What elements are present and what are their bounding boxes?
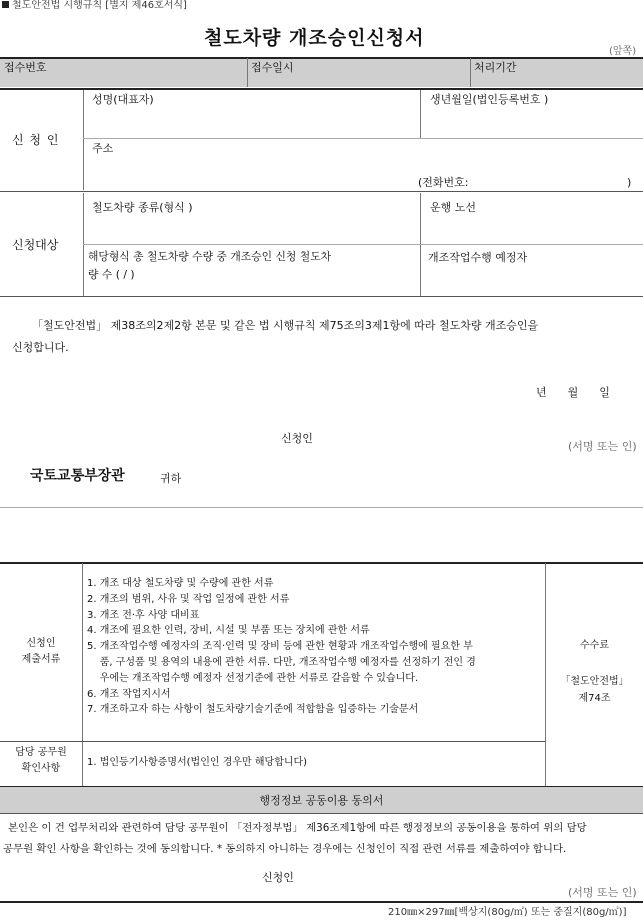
official-label-line-2: 확인사항 bbox=[21, 763, 61, 774]
consent-signature-field[interactable]: (서명 또는 인) bbox=[568, 886, 637, 899]
statement-bottom-divider bbox=[0, 507, 643, 508]
documents-item: 6. 개조 작업지시서 bbox=[87, 688, 171, 700]
documents-top-border bbox=[0, 562, 643, 564]
vehicle-type-field[interactable]: 철도차량 종류(형식 ) bbox=[92, 201, 193, 214]
documents-label-divider bbox=[82, 563, 83, 786]
consent-bottom-border bbox=[0, 901, 643, 903]
vehicle-count-field[interactable]: 량 수 ( / ) bbox=[88, 268, 135, 281]
documents-label-line-1: 신청인 bbox=[26, 638, 56, 649]
addressee: 국토교통부장관 bbox=[30, 468, 125, 484]
consent-title: 행정정보 공동이용 동의서 bbox=[259, 794, 384, 807]
consent-line-2: 공무원 확인 사항을 확인하는 것에 동의합니다. * 동의하지 아니하는 경우에는 신청인이 직접 관련 서류를 제출하여야 합니다. bbox=[3, 843, 567, 855]
documents-item: 1. 개조 대상 철도차량 및 수량에 관한 서류 bbox=[87, 578, 274, 589]
documents-list bbox=[87, 576, 476, 718]
applicant-phone-field[interactable]: (전화번호: bbox=[418, 176, 469, 189]
documents-label bbox=[0, 636, 82, 668]
consent-paragraph bbox=[3, 818, 587, 860]
documents-item: 7. 개조하고자 하는 사항이 철도차량기술기준에 적합함을 입증하는 기술문서 bbox=[87, 704, 419, 716]
statement-paragraph bbox=[12, 315, 642, 359]
fee-law: 「철도안전법」 bbox=[560, 676, 629, 687]
statement-signature-field[interactable]: (서명 또는 인) bbox=[568, 440, 637, 453]
target-bottom-border bbox=[0, 296, 643, 297]
documents-item: 5. 개조작업수행 예정자의 조직·인력 및 장비 등에 관한 현황과 개조작업수행에 필요한 부 bbox=[87, 641, 473, 653]
page-note: (앞쪽) bbox=[609, 46, 637, 57]
target-section-label: 신청대상 bbox=[12, 238, 59, 252]
receipt-divider-1 bbox=[247, 58, 248, 87]
vehicle-count-line-1: 해당형식 총 철도차량 수량 중 개조승인 신청 철도차 bbox=[88, 250, 332, 263]
receipt-bottom-border bbox=[0, 88, 643, 90]
statement-line-2: 신청합니다. bbox=[12, 341, 69, 354]
documents-label-line-2: 제출서류 bbox=[21, 654, 61, 665]
statement-line-1: 「철도안전법」 제38조의2제2항 본문 및 같은 법 시행규칙 제75조의3제1항에 따라 철도차량 개조승인을 bbox=[32, 319, 539, 332]
documents-item: 4. 개조에 필요한 인력, 장비, 시설 및 부품 또는 장치에 관한 서류 bbox=[87, 625, 370, 637]
modification-executor-field[interactable]: 개조작업수행 예정자 bbox=[428, 251, 528, 264]
documents-item: 품, 구성품 및 용역의 내용에 관한 서류. 다만, 개조작업수행 예정자를 선정하기 전인 경 bbox=[87, 656, 476, 668]
processing-period-label: 처리기간 bbox=[474, 61, 517, 74]
operation-route-field[interactable]: 운행 노선 bbox=[430, 201, 477, 214]
receipt-number-label: 접수번호 bbox=[4, 61, 47, 74]
official-item: 1. 법인등기사항증명서(법인인 경우만 해당합니다) bbox=[87, 757, 308, 768]
official-label-line-1: 담당 공무원 bbox=[15, 747, 67, 758]
official-top-border bbox=[0, 741, 545, 742]
applicant-birth-field[interactable]: 생년월일(법인등록번호 ) bbox=[430, 93, 549, 106]
applicant-name-divider bbox=[420, 90, 421, 138]
consent-title-border bbox=[0, 813, 643, 814]
receipt-row-background bbox=[0, 58, 643, 87]
fee-article: 제74조 bbox=[578, 693, 611, 704]
applicant-label-divider bbox=[83, 90, 84, 190]
target-row-divider bbox=[83, 244, 643, 245]
applicant-address-field[interactable]: 주소 bbox=[92, 142, 114, 155]
form-reference bbox=[2, 0, 187, 12]
consent-line-1: 본인은 이 건 업무처리와 관련하여 담당 공무원이 「전자정부법」 제36조제1항에 따른 행정정보의 공동이용을 통하여 위의 담당 bbox=[8, 822, 587, 834]
fee-divider bbox=[545, 563, 546, 786]
top-border bbox=[0, 57, 643, 59]
receipt-date-label: 접수일시 bbox=[251, 61, 294, 74]
applicant-name-field[interactable]: 성명(대표자) bbox=[92, 93, 154, 106]
official-label bbox=[0, 745, 82, 777]
receipt-divider-2 bbox=[470, 58, 471, 87]
applicant-bottom-border bbox=[0, 191, 643, 192]
documents-item: 2. 개조의 범위, 사유 및 작업 일정에 관한 서류 bbox=[87, 593, 290, 605]
addressee-honorific: 귀하 bbox=[160, 472, 182, 485]
documents-item: 우에는 개조작업수행 예정자 선정기준에 관한 서류로 갈음할 수 있습니다. bbox=[87, 672, 419, 684]
application-date-field[interactable]: 년 월 일 bbox=[536, 386, 610, 399]
applicant-row-divider bbox=[83, 138, 643, 139]
consent-applicant-label: 신청인 bbox=[262, 871, 294, 884]
page-title: 철도차량 개조승인신청서 bbox=[204, 27, 425, 49]
fee-label: 수수료 bbox=[580, 640, 609, 651]
square-bullet-icon bbox=[2, 1, 9, 8]
applicant-phone-close: ) bbox=[627, 176, 632, 189]
documents-item: 3. 개조 전·후 사양 대비표 bbox=[87, 609, 200, 621]
paper-spec: 210㎜×297㎜[백상지(80g/㎡) 또는 중질지(80g/㎡)] bbox=[388, 907, 627, 918]
applicant-section-label: 신 청 인 bbox=[12, 133, 60, 147]
form-reference-text: 철도안전법 시행규칙 [별지 제46호서식] bbox=[12, 0, 187, 11]
statement-applicant-label: 신청인 bbox=[281, 432, 313, 445]
